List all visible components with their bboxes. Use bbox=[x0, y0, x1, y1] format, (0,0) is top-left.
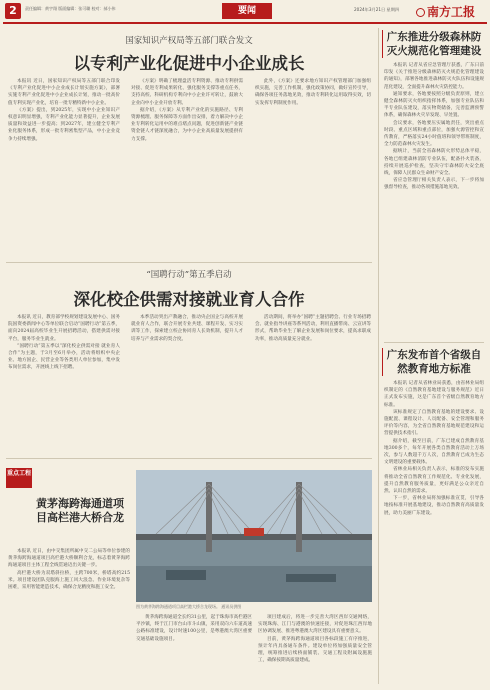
header-rule bbox=[3, 22, 487, 24]
newspaper-brand bbox=[416, 3, 475, 20]
mid-article-col-3 bbox=[255, 314, 371, 452]
side-article-2-paragraph: 省林业局相关负责人表示，标准的发布实施将推动全省自然教育工作规范化、专业化发展，提升自然教育服务质量，更好满足公众亲近自然、认识自然的需求。 bbox=[384, 467, 484, 495]
top-article-col-2 bbox=[131, 78, 243, 254]
mid-article-paragraph: 本报讯 近日，教育部学校规划建设发展中心、国务院国资委新闻中心等单位联合启动“国聘行动”第五季，面向2024届高校毕业生开展招聘活动，搭建供需对接平台，服务毕业生就业。 bbox=[8, 315, 120, 342]
top-article-paragraph: 据介绍，《方案》从专利产业化的实施路径、专利资源梳理、服务保障等方面作出安排，着力解决中小企业专利转化运用中的难点堵点问题，促进创新链产业链资金链人才链深度融合，为中小企业高质量发展提供有力支撑。 bbox=[131, 107, 243, 142]
side-article-1-paragraph: 省应急管理厅相关负责人表示，下一步将加强督导检查，推动各项措施落地见效。 bbox=[384, 178, 484, 191]
side-article-1-body bbox=[384, 62, 484, 338]
bridge-photo bbox=[136, 470, 372, 602]
bottom-article-col-1 bbox=[8, 548, 130, 684]
section-divider bbox=[6, 262, 372, 263]
page-header bbox=[0, 0, 490, 22]
sidebar-accent bbox=[382, 348, 383, 376]
bottom-article-headline: 黄茅海跨海通道项目高栏港大桥合龙 bbox=[36, 497, 124, 524]
section-name: 要闻 bbox=[222, 3, 272, 19]
top-article-col-3 bbox=[255, 78, 371, 254]
key-project-tag: 重点工程 bbox=[6, 468, 32, 488]
bottom-article-col-2 bbox=[136, 614, 252, 684]
mid-article-headline: 深化校企供需对接就业育人合作 bbox=[73, 290, 305, 309]
sidebar-divider bbox=[384, 342, 484, 343]
page-number: 2 bbox=[5, 3, 21, 19]
bottom-article-paragraph: 本报讯 近日，由中交集团所属中交二公局等单位参建的黄茅海跨海通道项目高栏港大桥顺利合龙，标志着黄茅海跨海通道项目主体工程全线贯通迈出关键一步。 bbox=[8, 549, 130, 569]
bridge-illustration bbox=[136, 470, 372, 602]
top-article-paragraph: 此外，《方案》还要求地方知识产权管理部门加强组织实施，完善工作机制，强化政策协同，做好宣传引导，确保各项任务落地见效，推动专利转化运用取得实效，切实发挥专利制度作用。 bbox=[255, 79, 371, 106]
side-article-2-paragraph: 该标准规定了自然教育基地的建设要求、设施配置、课程设计、人员配备、安全管理和服务评价等内容，为全省自然教育基地规范建设和运营提供技术指引。 bbox=[384, 409, 484, 437]
top-article-paragraph: 本报讯 近日，国家知识产权局等五部门联合印发《专利产业化促进中小企业成长计划实施方案》，部署实施专利产业化促进中小企业成长计划，推动一批高价值专利实现产业化，培育一批专精特新中小企业。 bbox=[8, 79, 120, 106]
bottom-article-paragraph: 高栏港大桥为双塔斜拉桥，主跨700米，桥塔高约215米。项目建设团队克服海上施工风大浪急、作业环境复杂等困难，采用智能建造技术，确保合龙精度和施工安全。 bbox=[8, 570, 130, 591]
top-article-headline: 以专利产业化促进中小企业成长 bbox=[73, 54, 305, 73]
issue-date: 2024年3月21日 星期四 bbox=[354, 7, 400, 12]
side-article-1-headline: 广东推进分级森林防灭火规范化管理建设 bbox=[386, 31, 482, 57]
brand-logo-icon bbox=[416, 8, 425, 17]
top-article-kicker: 国家知识产权局等五部门联合发文 bbox=[125, 36, 253, 46]
side-article-2-headline: 广东发布首个省级自然教育地方标准 bbox=[386, 349, 482, 375]
bottom-article-paragraph: 目前，黄茅海跨海通道项目各标段施工有序推进，预计年内具备通车条件。建设单位将加强质量安全管理，统筹推进后续桥面铺装、交通工程及附属设施施工，确保按期高质量建成。 bbox=[258, 636, 372, 664]
bottom-article-col-3 bbox=[258, 614, 372, 684]
mid-article-paragraph: “国聘行动”第五季以“深化校企供需对接 就业育人合作”为主题，于3月至6月举办，活动将组织中央企业、地方国企、民营企业等各类用人单位参加，集中发布岗位需求，开展线上线下招聘。 bbox=[8, 343, 120, 371]
editors-line: 责任编辑：黄宇翔 版面编辑：张可璐 校对：郝小伟 bbox=[25, 6, 116, 11]
top-article-col-1 bbox=[8, 78, 120, 254]
side-article-1-paragraph: 据统计，当前全省森林防火形势总体平稳，各地已组建森林消防专业队伍，配备扑火装备，持续开展巡护检查，坚决守牢森林防火安全底线，保障人民群众生命财产安全。 bbox=[384, 149, 484, 177]
brand-name: 南方工报 bbox=[427, 5, 476, 19]
bottom-article-paragraph: 黄茅海跨海通道全长约31公里，起于珠海市高栏港区平沙镇，终于江门市台山市斗山镇，采用双向六车道高速公路标准建设，设计时速100公里，是粤港澳大湾区重要交通基础设施项目。 bbox=[136, 615, 252, 642]
mid-article-paragraph: 活动期间，将举办“国聘”主题招聘会、行业专场招聘会、就业指导讲座等系列活动，利用直播带岗、云宣讲等形式，帮助毕业生了解企业发展和岗位要求，提高求职成功率，推动高质量充分就业。 bbox=[255, 315, 371, 342]
mid-article-kicker: “国聘行动”第五季启动 bbox=[146, 270, 232, 280]
mid-article-col-2 bbox=[131, 314, 243, 452]
side-article-1-paragraph: 通知要求，各地要按照分级负责原则，建立健全森林防灭火组织指挥体系，加强专业队伍和半专业队伍建设，落实物资储备，完善监测预警体系，确保森林火灾早发现、早处置。 bbox=[384, 91, 484, 119]
side-article-1-paragraph: 会议要求，各地要压实属地责任，突出重点时段、重点区域和重点部位，加强火源管控和宣传教育，严格落实24小时值班和领导带班制度，全力防范森林火灾发生。 bbox=[384, 120, 484, 148]
section-divider bbox=[6, 458, 372, 459]
sidebar-accent bbox=[382, 30, 383, 58]
top-article-paragraph: 《方案》明确了梳理盘活专利资源、推动专利供需对接、促进专利成果转化、强化服务支撑等重点任务，支持高校、科研机构专利向中小企业许可转让，鼓励大企业向中小企业开放专利。 bbox=[131, 79, 243, 106]
side-article-2-body bbox=[384, 380, 484, 684]
mid-article-col-1 bbox=[8, 314, 120, 452]
side-article-2-paragraph: 本报讯 记者从省林业局获悉，由省林业局组织制定的《自然教育基地建设与服务规范》近日正式发布实施，这是广东首个省级自然教育地方标准。 bbox=[384, 381, 484, 408]
mid-article-paragraph: 本季活动突出产教融合，推动央企国企与高校开展就业育人合作，联合开展专业共建、课程开发、实习实训等工作，探索建立校企协同育人长效机制，提升人才培养与产业需求的契合度。 bbox=[131, 315, 243, 342]
column-divider bbox=[378, 28, 379, 684]
photo-caption: 图为黄茅海跨海通道项目高栏港大桥合龙现场。 通讯员供图 bbox=[136, 604, 242, 609]
side-article-2-paragraph: 据介绍，截至目前，广东已建成自然教育基地300多个，每年开展各类自然教育活动上万场次，参与人数超千万人次，自然教育已成为生态文明建设的重要载体。 bbox=[384, 438, 484, 466]
bottom-article-paragraph: 项目建成后，将进一步完善大湾区西岸交通网络，实现珠海、江门与港澳的快速连接，对促进珠江西岸地区协调发展、推进粤港澳大湾区建设具有重要意义。 bbox=[258, 615, 372, 635]
side-article-1-paragraph: 本报讯 记者从省应急管理厅获悉，广东日前印发《关于推进分级森林防灭火规范化管理建设的通知》，部署各地推进森林防灭火队伍和设施规范化建设，全面提升森林火灾防控能力。 bbox=[384, 63, 484, 90]
side-article-2-paragraph: 下一步，省林业局将加强标准宣贯，引导各地按标准开展基地建设，推动自然教育高质量发展，助力美丽广东建设。 bbox=[384, 496, 484, 516]
top-article-paragraph: 《方案》提出，到2025年，实现中小企业知识产权意识明显增强，专利产业化能力显著提升，企业发展质量和效益进一步提高；到2027年，建立健全专利产业化服务体系，形成一批专利密集型产品，中小企业竞争力持续增强。 bbox=[8, 107, 120, 142]
